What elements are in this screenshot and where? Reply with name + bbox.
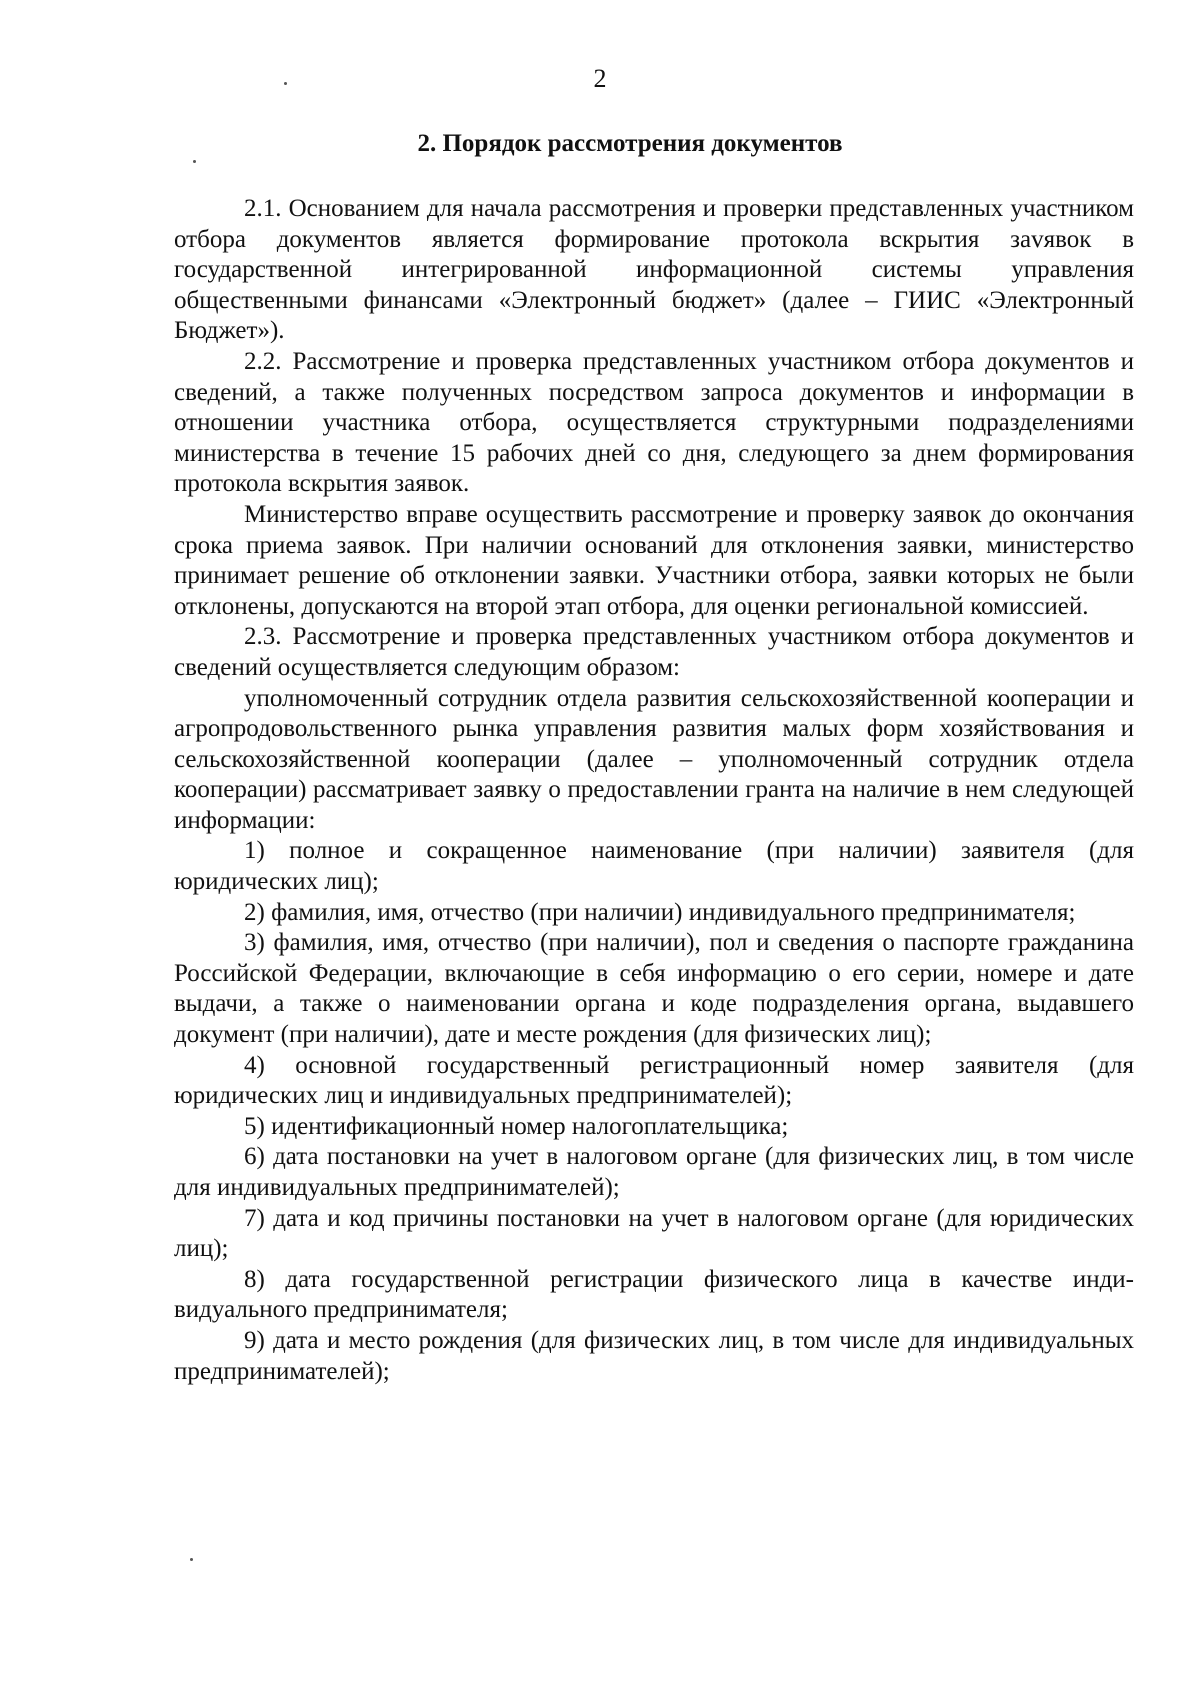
document-body (174, 194, 1134, 1387)
page-number: 2 (593, 64, 607, 93)
paragraph-2-2: 2.2. Рассмотрение и проверка представленных участником отбора документов и сведений, а также полученных посредством запроса документов и информации в отношении участника отбора, осуществляется структурными подразделениями министерства в течение 15 рабочих дней со дня, следующего за днем формирования протокола вскрытия заявок. (174, 347, 1134, 498)
list-item-8: 8) дата государственной регистрации физического лица в качестве индивидуального предпринимателя; (174, 1265, 1134, 1324)
scan-artifact (193, 160, 196, 163)
paragraph-2-1: 2.1. Основанием для начала рассмотрения и проверки представленных участником отбора документов является формирование протокола вскрытия заvявок в государственной интегрированной информационной системы управления общественными финансами «Электронный бюджет» (далее – ГИИС «Электронный Бюджет»). (174, 195, 1134, 345)
list-item-1: 1) полное и сокращенное наименование (при наличии) заявителя (для юридических лиц); (174, 837, 1134, 896)
list-item-5: 5) идентификационный номер налогоплательщика; (244, 1112, 789, 1140)
paragraph-authorized-employee: уполномоченный сотрудник отдела развития сельскохозяйственной кооперации и агропродовольственного рынка управления развития малых форм хозяйствования и сельскохозяйственной кооперации (далее – уполномоченный сотрудник отдела кооперации) рассматривает заявку о предоставлении гранта на наличие в нем следующей информации: (174, 684, 1134, 834)
list-item-9: 9) дата и место рождения (для физических лиц, в том числе для индивидуальных предпринимателей); (174, 1326, 1134, 1385)
list-item-3: 3) фамилия, имя, отчество (при наличии), пол и сведения о паспорте гражданина Российской Федерации, включающие в себя информацию о его серии, номере и дате выдачи, а также о наименовании органа и коде подразделения органа, выдавшего документ (при наличии), дате и месте рождения (для физических лиц); (174, 929, 1134, 1049)
paragraph-ministry-rights: Министерство вправе осуществить рассмотрение и проверку заявок до окончания срока приема заявок. При наличии оснований для отклонения заявки, министерство принимает решение об отклонении заявки. Участники отбора, заявки которых не были отклонены, допускаются на второй этап отбора, для оценки региональной комиссией. (174, 500, 1134, 620)
section-title: 2. Порядок рассмотрения документов (417, 130, 843, 157)
paragraph-2-3: 2.3. Рассмотрение и проверка представленных участником отбора документов и сведений осуществляется следующим образом: (174, 623, 1134, 681)
list-item-7: 7) дата и код причины постановки на учет в налоговом органе (для юридических лиц); (174, 1204, 1134, 1263)
list-item-4: 4) основной государственный регистрационный номер заявителя (для юридических лиц и индивидуальных предпринимателей); (174, 1051, 1134, 1110)
list-item-6: 6) дата постановки на учет в налоговом органе (для физических лиц, в том числе для индивидуальных предпринимателей); (174, 1143, 1134, 1201)
scan-artifact (190, 1558, 193, 1561)
list-item-2: 2) фамилия, имя, отчество (при наличии) индивидуального предпринимателя; (244, 898, 1076, 926)
